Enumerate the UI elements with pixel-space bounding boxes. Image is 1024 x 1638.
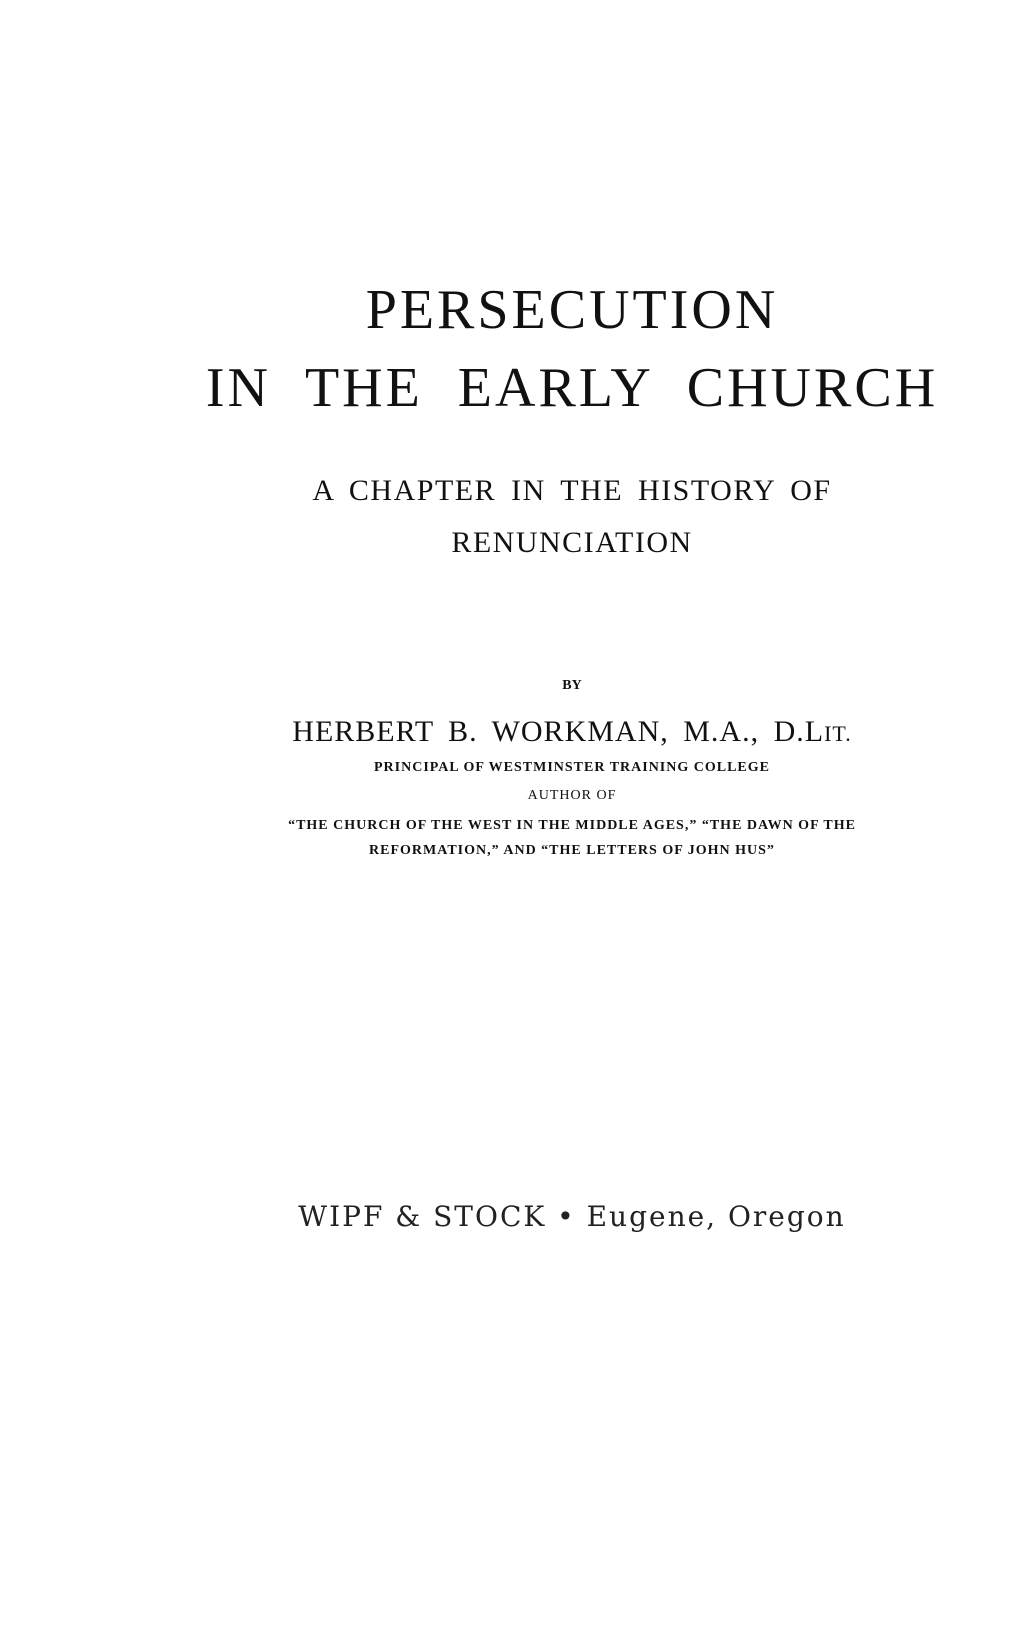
author-position: PRINCIPAL OF WESTMINSTER TRAINING COLLEGE bbox=[374, 760, 770, 775]
by-label: BY bbox=[562, 678, 582, 693]
author-name-main: HERBERT B. WORKMAN, M.A., D.L bbox=[292, 715, 825, 748]
publisher-imprint: WIPF & STOCK • Eugene, Oregon bbox=[298, 1200, 846, 1233]
author-name-smallcaps: IT. bbox=[824, 721, 852, 746]
other-works-line-2: REFORMATION,” AND “THE LETTERS OF JOHN HUS” bbox=[369, 843, 775, 858]
book-title-line-1: PERSECUTION bbox=[365, 279, 779, 341]
author-name bbox=[0, 715, 1024, 749]
author-of-label: AUTHOR OF bbox=[527, 788, 617, 803]
book-subtitle-line-2: RENUNCIATION bbox=[451, 526, 693, 559]
book-subtitle-line-1: A CHAPTER IN THE HISTORY OF bbox=[312, 474, 832, 507]
book-title-line-2: IN THE EARLY CHURCH bbox=[205, 357, 939, 419]
other-works-line-1: “THE CHURCH OF THE WEST IN THE MIDDLE AGES,” “THE DAWN OF THE bbox=[288, 818, 856, 833]
